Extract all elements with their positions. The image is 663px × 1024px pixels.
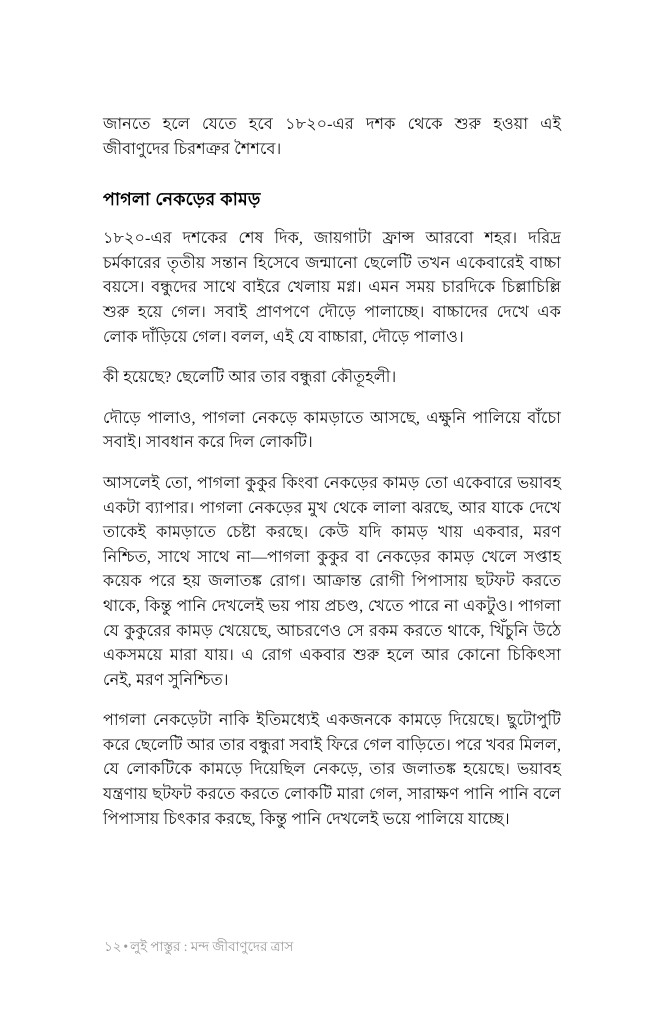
paragraph-3: দৌড়ে পালাও, পাগলা নেকড়ে কামড়াতে আসছে, এক্ষুনি পালিয়ে বাঁচো সবাই। সাবধান করে দিল লোকটি। [103,408,561,452]
paragraph-1: ১৮২০-এর দশকের শেষ দিক, জায়গাটা ফ্রান্স আরবো শহর। দরিদ্র চর্মকারের তৃতীয় সন্তান হিসেবে জন্মানো ছেলেটি তখন একেবারেই বাচ্চা বয়সে। বন্ধুদের সাথে বাইরে খেলায় মগ্ন। এমন সময় চারদিকে চিল্লাচিল্লি শুরু হয়ে গেল। সবাই প্রাণপণে দৌড়ে পালাচ্ছে। বাচ্চাদের দেখে এক লোক দাঁড়িয়ে গেল। বলল, এই যে বাচ্চারা, দৌড়ে পালাও। [103,229,561,346]
footer-book-title: লুই পাস্তুর : মন্দ জীবাণুদের ত্রাস [130,939,294,954]
section-heading: পাগলা নেকড়ের কামড় [103,189,261,210]
paragraph-2: কী হয়েছে? ছেলেটি আর তার বন্ধুরা কৌতূহলী। [103,368,397,387]
paragraph-intro: জানতে হলে যেতে হবে ১৮২০-এর দশক থেকে শুরু হওয়া এই জীবাণুদের চিরশত্রুর শৈশবে। [103,115,561,158]
page-content [103,112,561,831]
paragraph-5: পাগলা নেকড়েটা নাকি ইতিমধ্যেই একজনকে কামড়ে দিয়েছে। ছুটোপুটি করে ছেলেটি আর তার বন্ধুরা সবাই ফিরে গেল বাড়িতে। পরে খবর মিলল, যে লোকটিকে কামড়ে দিয়েছিল নেকড়ে, তার জলাতঙ্ক হয়েছে। ভয়াবহ যন্ত্রণায় ছটফট করতে করতে লোকটি মারা গেল, সারাক্ষণ পানি পানি বলে পিপাসায় চিৎকার করছে, কিন্তু পানি দেখলেই ভয়ে পালিয়ে যাচ্ছে। [103,711,561,828]
paragraph-4: আসলেই তো, পাগলা কুকুর কিংবা নেকড়ের কামড় তো একেবারে ভয়াবহ একটা ব্যাপার। পাগলা নেকড়ের মুখ থেকে লালা ঝরছে, আর যাকে দেখে তাকেই কামড়াতে চেষ্টা করছে। কেউ যদি কামড় খায় একবার, মরণ নিশ্চিত, সাথে সাথে না—পাগলা কুকুর বা নেকড়ের কামড় খেলে সপ্তাহ কয়েক পরে হয় জলাতঙ্ক রোগ। আক্রান্ত রোগী পিপাসায় ছটফট করতে থাকে, কিন্তু পানি দেখলেই ভয় পায় প্রচণ্ড, খেতে পারে না একটুও। পাগলা যে কুকুরের কামড় খেয়েছে, আচরণেও সে রকম করতে থাকে, খিঁচুনি উঠে একসময়ে মারা যায়। এ রোগ একবার শুরু হলে আর কোনো চিকিৎসা নেই, মরণ সুনিশ্চিত। [103,473,562,689]
footer-page-number: ১২ [104,939,122,954]
footer-separator-bullet: • [123,939,129,954]
page-footer [104,938,293,956]
